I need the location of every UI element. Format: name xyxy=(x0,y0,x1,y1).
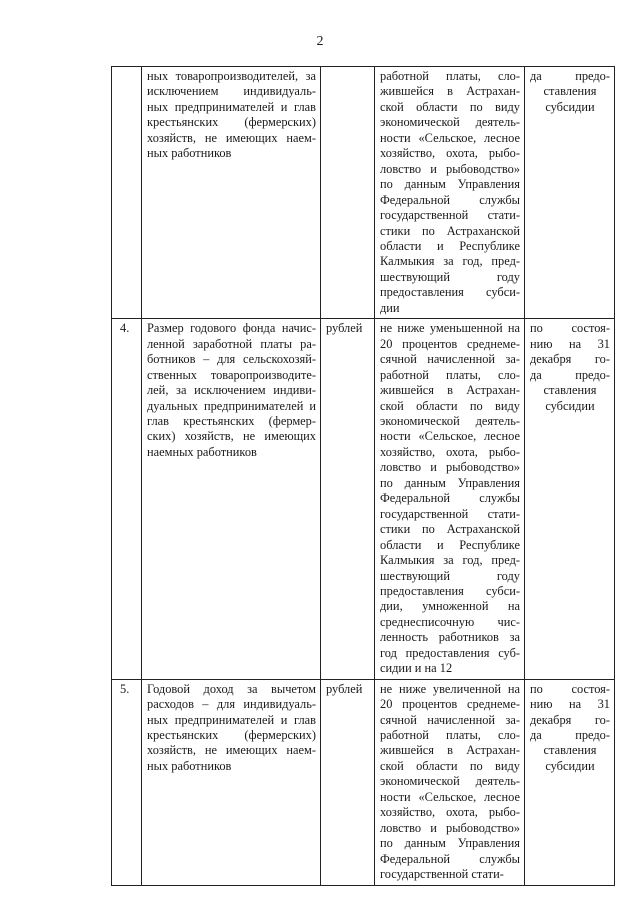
value-line: предоставления субси- xyxy=(380,285,520,300)
term-line: да предо- xyxy=(530,69,610,83)
table-row xyxy=(112,679,615,885)
description-line: крестьянских (фермерских) xyxy=(147,115,316,130)
term-line: ставления xyxy=(543,84,597,99)
value-line: работной платы, сло- xyxy=(380,367,520,382)
page-number: 2 xyxy=(316,34,324,49)
description-line: Размер годового фонда начис- xyxy=(147,321,316,336)
description-line: ных предпринимателей и глав xyxy=(147,712,316,727)
description-line: крестьянских (фермерских) xyxy=(147,728,316,743)
value-line: экономической деятель- xyxy=(380,115,520,130)
row-number: 5. xyxy=(112,679,142,885)
term-line: ставления xyxy=(543,743,597,758)
description-line: расходов – для индивидуаль- xyxy=(147,697,316,712)
indicator-value xyxy=(375,67,525,319)
table-body xyxy=(112,67,615,886)
value-line: стики по Астраханской xyxy=(380,522,520,537)
value-line: шествующий году xyxy=(380,269,520,284)
value-line: Калмыкия за год, пред- xyxy=(380,553,520,568)
value-line: дии, умноженной на xyxy=(380,599,520,614)
indicator-description xyxy=(142,319,321,679)
value-line: по данным Управления xyxy=(380,475,520,490)
value-line: работной платы, сло- xyxy=(380,728,520,743)
value-line: сячной начисленной за- xyxy=(380,712,520,727)
row-number: 4. xyxy=(112,319,142,679)
term-line: субсидии xyxy=(545,398,595,413)
value-line: ловство и рыбоводство» xyxy=(380,820,520,835)
indicator-value xyxy=(375,319,525,679)
value-line: жившейся в Астрахан- xyxy=(380,743,520,758)
term-line: да предо- xyxy=(530,728,610,743)
value-line: ности «Сельское, лесное xyxy=(380,130,520,145)
description-line: ленной заработной платы ра- xyxy=(147,336,316,351)
value-line: жившейся в Астрахан- xyxy=(380,84,520,99)
value-line: Федеральной службы xyxy=(380,192,520,207)
description-line: ботников – для сельскохозяй- xyxy=(147,352,316,367)
indicator-description xyxy=(142,67,321,319)
value-line: по данным Управления xyxy=(380,836,520,851)
value-line: хозяйство, охота, рыбо- xyxy=(380,146,520,161)
row-number xyxy=(112,67,142,319)
value-line: год предоставления суб- xyxy=(380,645,520,660)
value-line: хозяйство, охота, рыбо- xyxy=(380,444,520,459)
description-line: ных товаропроизводителей, за xyxy=(147,69,316,83)
value-line: экономической деятель- xyxy=(380,774,520,789)
value-line: ности «Сельское, лесное xyxy=(380,429,520,444)
value-line: не ниже уменьшенной на xyxy=(380,321,520,336)
value-line: дии xyxy=(380,300,400,315)
reporting-term xyxy=(525,319,615,679)
value-line: экономической деятель- xyxy=(380,413,520,428)
term-line: нию на 31 xyxy=(530,697,610,712)
description-line: ных работников xyxy=(147,758,232,773)
description-line: дуальных предпринимателей и xyxy=(147,398,316,413)
value-line: среднесписочную чис- xyxy=(380,614,520,629)
value-line: ской области по виду xyxy=(380,99,520,114)
term-line: да предо- xyxy=(530,367,610,382)
value-line: работной платы, сло- xyxy=(380,69,520,83)
indicator-value xyxy=(375,679,525,885)
description-line: хозяйств, не имеющих наем- xyxy=(147,743,316,758)
term-line: субсидии xyxy=(545,99,595,114)
value-line: ской области по виду xyxy=(380,398,520,413)
description-line: глав крестьянских (фермер- xyxy=(147,413,316,428)
value-line: жившейся в Астрахан- xyxy=(380,383,520,398)
value-line: стики по Астраханской xyxy=(380,223,520,238)
unit-of-measure: рублей xyxy=(321,679,375,885)
value-line: Федеральной службы xyxy=(380,851,520,866)
value-line: 20 процентов среднеме- xyxy=(380,697,520,712)
term-line: декабря го- xyxy=(530,352,610,367)
value-line: области и Республике xyxy=(380,238,520,253)
table-row xyxy=(112,67,615,319)
value-line: государственной стати- xyxy=(380,867,504,882)
value-line: не ниже увеличенной на xyxy=(380,681,520,696)
table-row xyxy=(112,319,615,679)
term-line: ставления xyxy=(543,383,597,398)
term-line: по состоя- xyxy=(530,681,610,696)
description-line: Годовой доход за вычетом xyxy=(147,681,316,696)
description-line: ных предпринимателей и глав xyxy=(147,99,316,114)
indicator-description xyxy=(142,679,321,885)
term-line: субсидии xyxy=(545,758,595,773)
value-line: государственной стати- xyxy=(380,506,520,521)
description-line: наемных работников xyxy=(147,444,257,459)
reporting-term xyxy=(525,679,615,885)
value-line: 20 процентов среднеме- xyxy=(380,336,520,351)
term-line: декабря го- xyxy=(530,712,610,727)
value-line: ности «Сельское, лесное xyxy=(380,789,520,804)
description-line: исключением индивидуаль- xyxy=(147,84,316,99)
value-line: Калмыкия за год, пред- xyxy=(380,254,520,269)
value-line: государственной стати- xyxy=(380,208,520,223)
value-line: сячной начисленной за- xyxy=(380,352,520,367)
requirements-table xyxy=(111,66,615,886)
value-line: хозяйство, охота, рыбо- xyxy=(380,805,520,820)
value-line: ловство и рыбоводство» xyxy=(380,161,520,176)
reporting-term xyxy=(525,67,615,319)
value-line: шествующий году xyxy=(380,568,520,583)
value-line: ленность работников за xyxy=(380,630,520,645)
value-line: ской области по виду xyxy=(380,758,520,773)
value-line: предоставления субси- xyxy=(380,583,520,598)
value-line: сидии и на 12 xyxy=(380,661,453,676)
description-line: ных работников xyxy=(147,146,232,161)
value-line: ловство и рыбоводство» xyxy=(380,460,520,475)
unit-of-measure: рублей xyxy=(321,319,375,679)
description-line: хозяйств, не имеющих наем- xyxy=(147,130,316,145)
value-line: области и Республике xyxy=(380,537,520,552)
unit-of-measure xyxy=(321,67,375,319)
description-line: ственных товаропроизводите- xyxy=(147,367,316,382)
term-line: по состоя- xyxy=(530,321,610,336)
value-line: по данным Управления xyxy=(380,177,520,192)
value-line: Федеральной службы xyxy=(380,491,520,506)
description-line: лей, за исключением индиви- xyxy=(147,383,316,398)
term-line: нию на 31 xyxy=(530,336,610,351)
description-line: ских) хозяйств, не имеющих xyxy=(147,429,316,444)
